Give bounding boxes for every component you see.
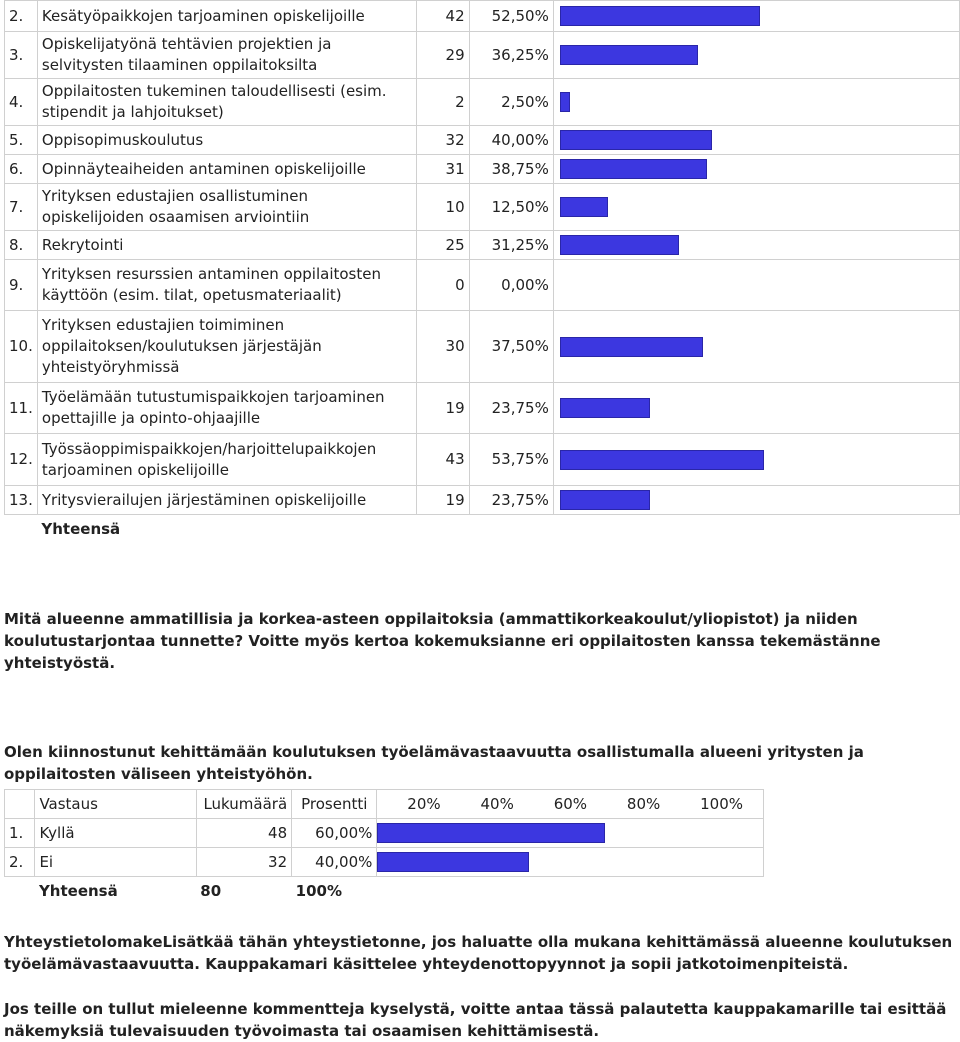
table-row	[5, 32, 960, 79]
row-percent: 40,00%	[469, 126, 553, 155]
row-percent: 37,50%	[469, 311, 553, 383]
table-row	[5, 848, 764, 877]
header-answer: Vastaus	[35, 790, 196, 819]
row-bar-cell	[553, 260, 959, 311]
table-row	[5, 1, 960, 32]
table-row	[5, 155, 960, 184]
row-count: 30	[417, 311, 469, 383]
table-row	[5, 383, 960, 434]
row-count: 2	[417, 79, 469, 126]
row-percent: 31,25%	[469, 231, 553, 260]
row-count: 25	[417, 231, 469, 260]
table-row	[5, 434, 960, 486]
row-count: 48	[196, 819, 291, 848]
row-bar-cell	[377, 819, 764, 848]
row-percent: 2,50%	[469, 79, 553, 126]
question-1-text: Mitä alueenne ammatillisia ja korkea-asteen oppilaitoksia (ammattikorkeakoulut/yliopistot) ja niiden koulutustarjontaa tunnette? Voitte myös kertoa kokemuksianne eri oppilaitosten kanssa tekemästänne yhteistyöstä.	[4, 610, 881, 672]
row-number: 9.	[5, 260, 38, 311]
row-label: Rekrytointi	[37, 231, 417, 260]
table1-total-row	[5, 515, 960, 544]
row-number: 7.	[5, 184, 38, 231]
table-row	[5, 311, 960, 383]
row-label: Yrityksen edustajien toimiminen oppilaitoksen/koulutuksen järjestäjän yhteistyöryhmissä	[37, 311, 417, 383]
percent-bar	[560, 159, 707, 179]
row-count: 0	[417, 260, 469, 311]
row-count: 31	[417, 155, 469, 184]
percent-bar	[560, 197, 608, 217]
results-table-1	[4, 0, 960, 544]
row-count: 43	[417, 434, 469, 486]
results-table-2	[4, 789, 764, 905]
row-bar-cell	[553, 32, 959, 79]
percent-bar	[560, 398, 650, 418]
total-percent: 100%	[295, 881, 342, 900]
row-label: Oppilaitosten tukeminen taloudellisesti (esim. stipendit ja lahjoitukset)	[37, 79, 417, 126]
row-percent: 23,75%	[469, 383, 553, 434]
row-count: 29	[417, 32, 469, 79]
row-label: Yritysvierailujen järjestäminen opiskelijoille	[37, 486, 417, 515]
row-number: 3.	[5, 32, 38, 79]
percent-bar	[560, 45, 698, 65]
table-row	[5, 486, 960, 515]
row-label: Opinnäyteaiheiden antaminen opiskelijoille	[37, 155, 417, 184]
row-bar-cell	[553, 311, 959, 383]
row-count: 32	[417, 126, 469, 155]
table-row	[5, 184, 960, 231]
total-count: 80	[200, 881, 222, 900]
row-label: Kyllä	[35, 819, 196, 848]
total-label: Yhteensä	[38, 881, 118, 900]
row-label: Työssäoppimispaikkojen/harjoittelupaikkojen tarjoaminen opiskelijoille	[37, 434, 417, 486]
row-number: 2.	[5, 1, 38, 32]
row-label: Ei	[35, 848, 196, 877]
row-bar-cell	[377, 848, 764, 877]
row-count: 42	[417, 1, 469, 32]
row-count: 32	[196, 848, 291, 877]
row-percent: 53,75%	[469, 434, 553, 486]
row-percent: 23,75%	[469, 486, 553, 515]
percent-bar	[560, 130, 712, 150]
row-percent: 0,00%	[469, 260, 553, 311]
table-row	[5, 79, 960, 126]
row-bar-cell	[553, 1, 959, 32]
percent-bar	[560, 6, 760, 26]
row-number: 1.	[5, 819, 35, 848]
question-2-text: Olen kiinnostunut kehittämään koulutuksen työelämävastaavuutta osallistumalla alueeni yritysten ja oppilaitosten väliseen yhteistyöhön.	[4, 743, 864, 783]
row-number: 10.	[5, 311, 38, 383]
percent-bar	[560, 92, 570, 112]
row-number: 6.	[5, 155, 38, 184]
row-label: Yrityksen edustajien osallistuminen opiskelijoiden osaamisen arviointiin	[37, 184, 417, 231]
row-bar-cell	[553, 486, 959, 515]
table-row	[5, 819, 764, 848]
row-percent: 52,50%	[469, 1, 553, 32]
comment-text: Jos teille on tullut mieleenne kommentteja kyselystä, voitte antaa tässä palautetta kauppakamarille tai esittää näkemyksiä tulevaisuuden työvoimasta tai osaamisen kehittämisestä.	[4, 1000, 947, 1040]
percent-bar	[377, 852, 529, 872]
row-bar-cell	[553, 126, 959, 155]
row-count: 10	[417, 184, 469, 231]
row-label: Työelämään tutustumispaikkojen tarjoaminen opettajille ja opinto-ohjaajille	[37, 383, 417, 434]
row-label: Yrityksen resurssien antaminen oppilaitosten käyttöön (esim. tilat, opetusmateriaalit)	[37, 260, 417, 311]
row-count: 19	[417, 383, 469, 434]
scale-label: 60%	[553, 794, 588, 813]
percent-bar	[560, 450, 764, 470]
row-bar-cell	[553, 184, 959, 231]
percent-bar	[560, 235, 679, 255]
header-scale	[377, 790, 764, 819]
row-percent: 12,50%	[469, 184, 553, 231]
row-percent: 38,75%	[469, 155, 553, 184]
row-label: Kesätyöpaikkojen tarjoaminen opiskelijoille	[37, 1, 417, 32]
row-percent: 36,25%	[469, 32, 553, 79]
contact-text: YhteystietolomakeLisätkää tähän yhteystietonne, jos haluatte olla mukana kehittämässä alueenne koulutuksen työelämävastaavuutta. Kauppakamari käsittelee yhteydenottopyynnot ja sopii jatkotoimenpiteistä.	[4, 933, 953, 973]
scale-label: 100%	[700, 794, 743, 813]
percent-bar	[560, 490, 650, 510]
row-label: Opiskelijatyönä tehtävien projektien ja selvitysten tilaaminen oppilaitoksilta	[37, 32, 417, 79]
row-label: Oppisopimuskoulutus	[37, 126, 417, 155]
row-number: 8.	[5, 231, 38, 260]
row-bar-cell	[553, 383, 959, 434]
row-number: 5.	[5, 126, 38, 155]
header-count: Lukumäärä	[196, 790, 291, 819]
row-count: 19	[417, 486, 469, 515]
table-row	[5, 231, 960, 260]
row-number: 12.	[5, 434, 38, 486]
table2-total-row	[5, 877, 764, 906]
scale-label: 40%	[480, 794, 514, 813]
row-percent: 40,00%	[292, 848, 377, 877]
percent-bar	[377, 823, 605, 843]
total-label: Yhteensä	[41, 519, 121, 538]
scale-label: 80%	[626, 794, 661, 813]
row-bar-cell	[553, 231, 959, 260]
table2-header-row	[5, 790, 764, 819]
row-bar-cell	[553, 155, 959, 184]
row-number: 2.	[5, 848, 35, 877]
row-bar-cell	[553, 434, 959, 486]
table-row	[5, 260, 960, 311]
row-number: 11.	[5, 383, 38, 434]
header-percent: Prosentti	[292, 790, 377, 819]
row-bar-cell	[553, 79, 959, 126]
row-number: 4.	[5, 79, 38, 126]
row-number: 13.	[5, 486, 38, 515]
scale-label: 20%	[407, 794, 441, 813]
row-percent: 60,00%	[292, 819, 377, 848]
table-row	[5, 126, 960, 155]
percent-bar	[560, 337, 703, 357]
